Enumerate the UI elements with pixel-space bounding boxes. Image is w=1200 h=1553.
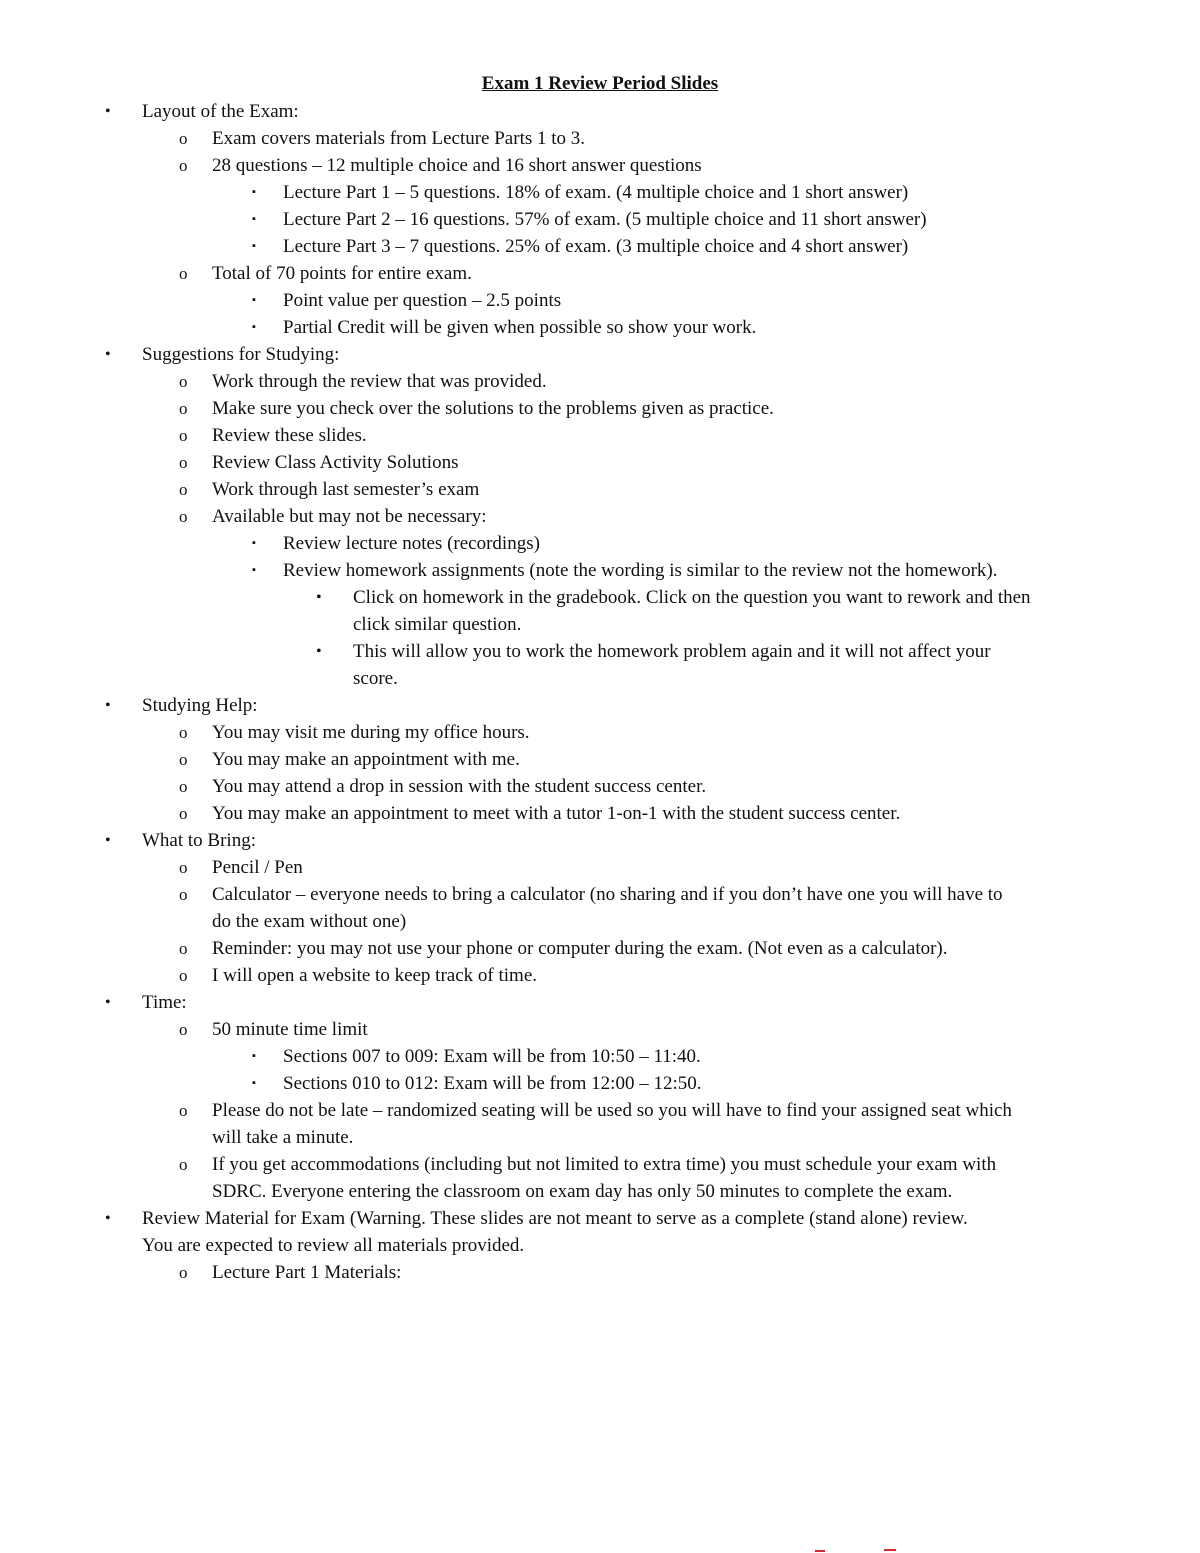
list-item: [179, 395, 774, 422]
list-item-text: You may attend a drop in session with the student success center.: [212, 776, 707, 797]
bullet-marker: •: [316, 643, 322, 660]
list-item-text: This will allow you to work the homework problem again and it will not affect your: [353, 641, 991, 662]
circle-marker: o: [179, 804, 188, 823]
bullet-marker: •: [105, 103, 111, 120]
square-marker: ▪: [252, 186, 256, 198]
list-item: [179, 260, 472, 287]
square-marker: ▪: [252, 1050, 256, 1062]
list-item: [179, 1259, 402, 1286]
circle-marker: o: [179, 1263, 188, 1282]
list-item: [179, 1097, 1012, 1124]
circle-marker: o: [179, 1155, 188, 1174]
list-item-text: Review these slides.: [212, 425, 367, 446]
list-item-text: Reminder: you may not use your phone or computer during the exam. (Not even as a calculator).: [212, 938, 948, 959]
list-item-text: Review homework assignments (note the wording is similar to the review not the homework).: [283, 560, 998, 581]
list-item-text: Review lecture notes (recordings): [283, 533, 540, 554]
list-item: [105, 827, 256, 854]
bullet-marker: •: [105, 994, 111, 1011]
list-item: [179, 152, 702, 179]
list-item: [252, 179, 909, 206]
list-item: [105, 1205, 968, 1232]
list-item-text: You may visit me during my office hours.: [212, 722, 530, 743]
circle-marker: o: [179, 507, 188, 526]
bullet-marker: •: [105, 346, 111, 363]
circle-marker: o: [179, 480, 188, 499]
bullet-marker: •: [105, 1210, 111, 1227]
list-item-text: Work through the review that was provided.: [212, 371, 547, 392]
bullet-marker: •: [105, 697, 111, 714]
circle-marker: o: [179, 372, 188, 391]
list-item-text: You may make an appointment to meet with a tutor 1-on-1 with the student success center.: [212, 803, 901, 824]
list-item: [105, 692, 258, 719]
list-item-text: Time:: [142, 992, 187, 1013]
list-item-text: Point value per question – 2.5 points: [283, 290, 562, 311]
list-item-text: If you get accommodations (including but not limited to extra time) you must schedule your exam with: [212, 1154, 997, 1175]
list-item-text: 28 questions – 12 multiple choice and 16 short answer questions: [212, 155, 702, 176]
list-item-text: What to Bring:: [142, 830, 256, 851]
list-item-text: Work through last semester’s exam: [212, 479, 480, 500]
list-item-text: Sections 010 to 012: Exam will be from 12:00 – 12:50.: [283, 1073, 702, 1094]
list-item-text: click similar question.: [353, 614, 522, 635]
circle-marker: o: [179, 1020, 188, 1039]
circle-marker: o: [179, 453, 188, 472]
list-item-text: do the exam without one): [212, 911, 407, 932]
square-marker: ▪: [252, 294, 256, 306]
circle-marker: o: [179, 966, 188, 985]
list-item: [316, 584, 1031, 611]
list-item: [179, 854, 303, 881]
list-item-text: You may make an appointment with me.: [212, 749, 520, 770]
list-item-text: Make sure you check over the solutions to the problems given as practice.: [212, 398, 774, 419]
list-item-text: Lecture Part 2 – 16 questions. 57% of exam. (5 multiple choice and 11 short answer): [283, 209, 927, 230]
list-item: [105, 989, 187, 1016]
list-item: [179, 368, 547, 395]
list-item-text: SDRC. Everyone entering the classroom on exam day has only 50 minutes to complete the exam.: [212, 1181, 953, 1202]
list-item-text: Review Class Activity Solutions: [212, 452, 459, 473]
circle-marker: o: [179, 264, 188, 283]
square-marker: ▪: [252, 321, 256, 333]
list-item-text: Available but may not be necessary:: [212, 506, 487, 527]
list-item-text: will take a minute.: [212, 1127, 354, 1148]
square-marker: ▪: [252, 564, 256, 576]
list-item-text: Lecture Part 1 – 5 questions. 18% of exam. (4 multiple choice and 1 short answer): [283, 182, 909, 203]
circle-marker: o: [179, 399, 188, 418]
square-marker: ▪: [252, 240, 256, 252]
list-item-text: Exam covers materials from Lecture Parts 1 to 3.: [212, 128, 586, 149]
list-item: [179, 449, 459, 476]
red-annotation-mark: [884, 1549, 896, 1551]
list-item-continuation: [353, 611, 521, 638]
list-item: [179, 1151, 997, 1178]
square-marker: ▪: [252, 1077, 256, 1089]
circle-marker: o: [179, 1101, 188, 1120]
circle-marker: o: [179, 939, 188, 958]
circle-marker: o: [179, 156, 188, 175]
list-item: [179, 746, 520, 773]
bullet-marker: •: [105, 832, 111, 849]
page-title: Exam 1 Review Period Slides: [481, 73, 719, 94]
list-item: [179, 125, 586, 152]
list-item-text: I will open a website to keep track of time.: [212, 965, 538, 986]
list-item: [316, 638, 991, 665]
list-item-continuation: [142, 1232, 524, 1259]
list-item-text: Sections 007 to 009: Exam will be from 10:50 – 11:40.: [283, 1046, 701, 1067]
list-item: [179, 773, 707, 800]
list-item-continuation: [212, 1178, 952, 1205]
list-item: [105, 98, 299, 125]
circle-marker: o: [179, 129, 188, 148]
list-item: [252, 206, 927, 233]
list-item-text: score.: [353, 668, 398, 689]
list-item-text: Partial Credit will be given when possible so show your work.: [283, 317, 757, 338]
list-item-text: 50 minute time limit: [212, 1019, 368, 1040]
circle-marker: o: [179, 426, 188, 445]
list-item-text: Click on homework in the gradebook. Click on the question you want to rework and then: [353, 587, 1031, 608]
list-item-continuation: [212, 1124, 353, 1151]
list-item-text: Please do not be late – randomized seating will be used so you will have to find your assigned seat which: [212, 1100, 1012, 1121]
list-item: [179, 476, 480, 503]
list-item: [105, 341, 340, 368]
bullet-marker: •: [316, 589, 322, 606]
list-item-text: Lecture Part 1 Materials:: [212, 1262, 402, 1283]
circle-marker: o: [179, 885, 188, 904]
list-item: [179, 935, 948, 962]
list-item: [179, 1016, 368, 1043]
list-item: [252, 557, 998, 584]
square-marker: ▪: [252, 537, 256, 549]
list-item-text: Suggestions for Studying:: [142, 344, 340, 365]
list-item: [252, 233, 909, 260]
list-item-continuation: [353, 665, 398, 692]
list-item-text: You are expected to review all materials provided.: [142, 1235, 525, 1256]
list-item: [179, 719, 530, 746]
circle-marker: o: [179, 723, 188, 742]
list-item-text: Review Material for Exam (Warning. These slides are not meant to serve as a complete (stand alone) review.: [142, 1208, 968, 1229]
list-item-text: Total of 70 points for entire exam.: [212, 263, 472, 284]
red-annotation-mark: [815, 1550, 825, 1552]
list-item-text: Studying Help:: [142, 695, 258, 716]
list-item: [179, 422, 367, 449]
list-item: [252, 530, 540, 557]
list-item: [179, 800, 901, 827]
square-marker: ▪: [252, 213, 256, 225]
list-item: [252, 1043, 701, 1070]
circle-marker: o: [179, 858, 188, 877]
list-item: [252, 287, 562, 314]
list-item: [179, 881, 1003, 908]
list-item-text: Lecture Part 3 – 7 questions. 25% of exam. (3 multiple choice and 4 short answer): [283, 236, 909, 257]
list-item: [252, 1070, 702, 1097]
list-item-continuation: [212, 908, 406, 935]
list-item-text: Layout of the Exam:: [142, 101, 299, 122]
list-item: [252, 314, 757, 341]
list-item: [179, 962, 538, 989]
list-item-text: Calculator – everyone needs to bring a calculator (no sharing and if you don’t have one you will have to: [212, 884, 1003, 905]
circle-marker: o: [179, 777, 188, 796]
circle-marker: o: [179, 750, 188, 769]
list-item: [179, 503, 487, 530]
list-item-text: Pencil / Pen: [212, 857, 303, 878]
